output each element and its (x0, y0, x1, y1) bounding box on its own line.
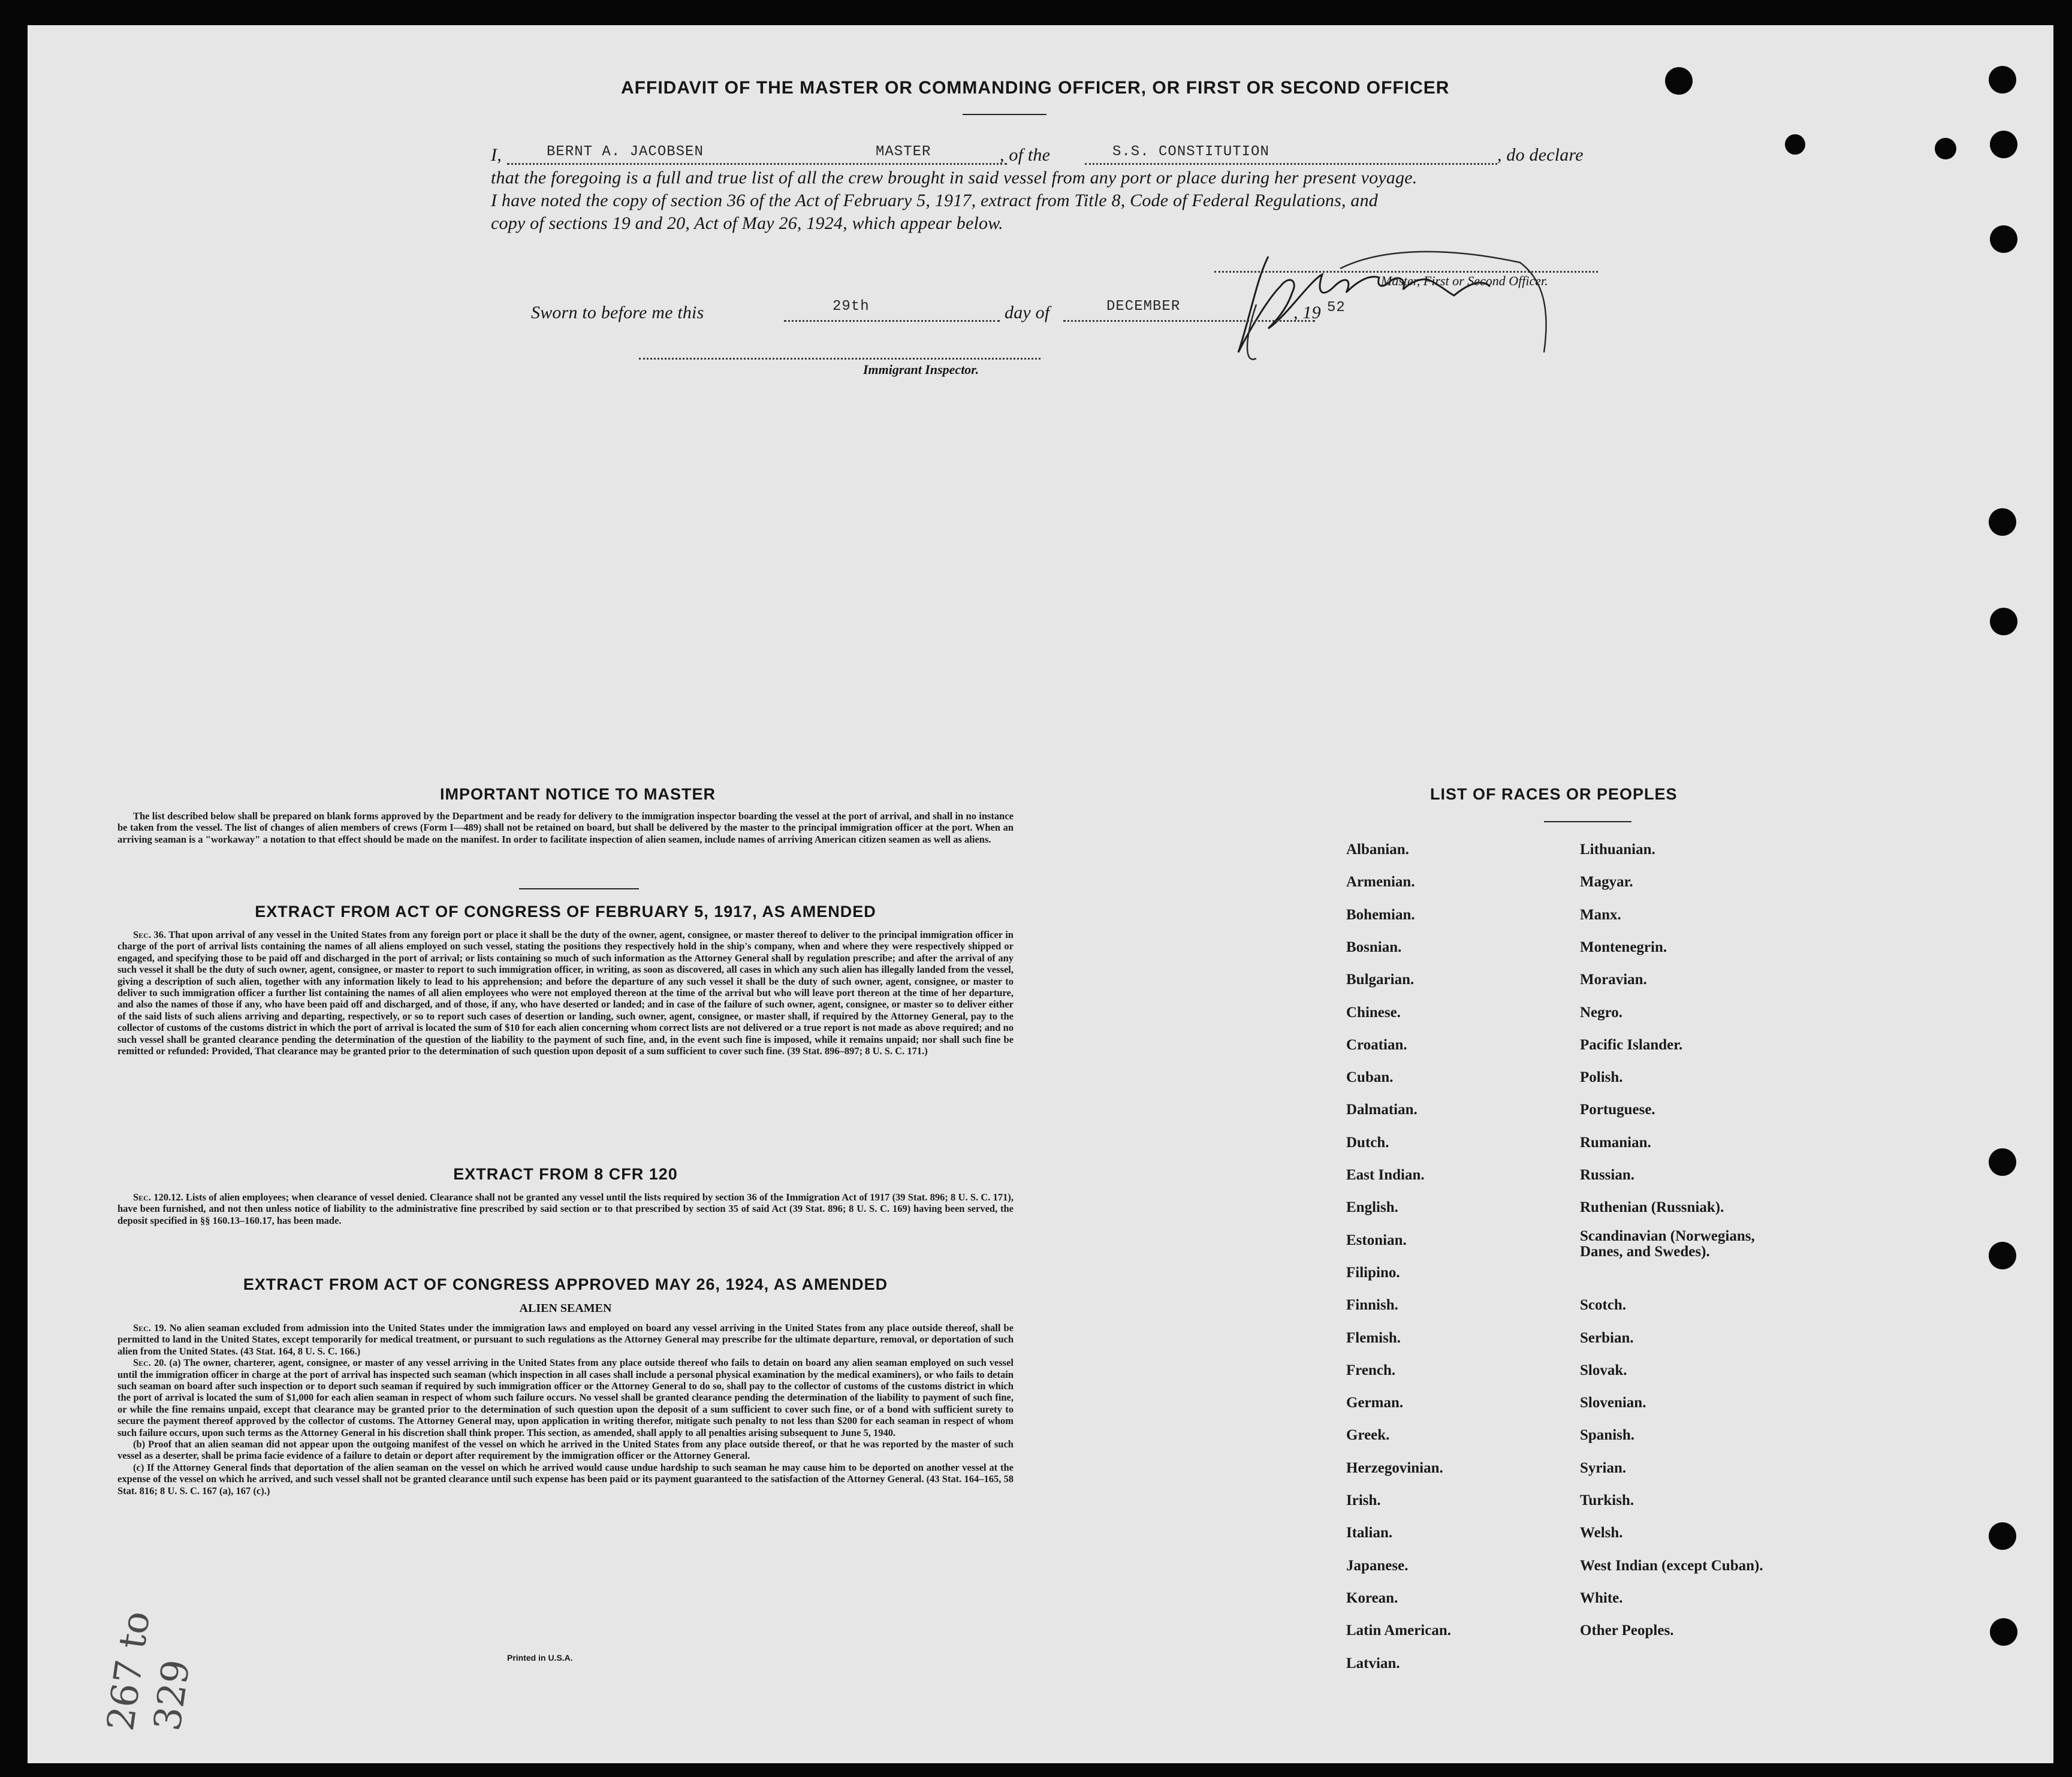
inspector-signature-line (639, 352, 1040, 360)
race-item: English. (1346, 1199, 1398, 1215)
sec20a-paragraph (117, 1357, 1014, 1438)
cfr-paragraph (117, 1191, 1014, 1226)
race-item: Moravian. (1580, 972, 1647, 988)
race-item: Latvian. (1346, 1655, 1400, 1672)
notice-body (117, 810, 1014, 845)
race-item: Negro. (1580, 1004, 1623, 1021)
race-item: Pacific Islander. (1580, 1037, 1683, 1053)
race-item: Estonian. (1346, 1232, 1407, 1248)
affidavit-line-2: that the foregoing is a full and true list of all the crew brought in said vessel from any port or place during her present voyage. (491, 168, 1417, 188)
year-prefix: , 19 (1293, 303, 1321, 322)
race-item: East Indian. (1346, 1167, 1425, 1183)
punch-hole (1990, 225, 2017, 253)
punch-hole (1990, 608, 2017, 635)
cfr-sec-label: Sec. 120.12. (133, 1191, 183, 1203)
race-item: Russian. (1580, 1167, 1635, 1183)
sec20a-text: (a) The owner, charterer, agent, consignee, or master of any vessel arriving in the United States from any place outside thereof who fails to detain on board any alien seaman employed on such vessel until the immigration officer in charge at the port of arrival has inspected such seaman (which inspection in all cases shall include a personal physical examination by the medical examiners), or who fails to detain such seaman on board after such inspection or to deport such seaman if required by such immigration officer or the Attorney General to do so, shall pay to the collector of customs of the customs district in which the port of arrival is located the sum of $1,000 for each alien seaman in respect of whom such failure occurs. No vessel shall be granted clearance pending the determination of the liability to payment of such fine, or while the fine remains unpaid, except that clearance may be granted prior to the determination of such question upon the deposit of a sum sufficient to cover such fine, or of a bond with sufficient surety to secure the payment thereof approved by the collector of customs. The Attorney General may, upon application in writing therefor, mitigate such penalty to not less than $200 for each seaman in respect of whom such failure occurs, upon such terms as the Attorney General in his discretion shall think proper. This section, as amended, shall apply to all penalties arising subsequent to June 5, 1940. (117, 1357, 1014, 1438)
race-item: Bosnian. (1346, 939, 1402, 955)
race-item: Italian. (1346, 1525, 1393, 1541)
punch-hole (1990, 131, 2017, 158)
of-the-label: , of the (1000, 145, 1051, 165)
punch-hole (1785, 134, 1805, 155)
extract-1924-body (117, 1322, 1014, 1497)
master-rank: MASTER (876, 144, 931, 160)
section-rule (519, 888, 639, 889)
sec36-paragraph (117, 929, 1014, 1057)
extract-1917-body (117, 929, 1014, 1057)
race-item: Spanish. (1580, 1427, 1635, 1443)
printed-in-usa: Printed in U.S.A. (507, 1653, 573, 1663)
notice-heading: IMPORTANT NOTICE TO MASTER (440, 785, 716, 803)
punch-hole (1989, 66, 2016, 93)
punch-hole (1935, 138, 1956, 159)
sec19-label: Sec. 19. (133, 1322, 167, 1333)
day-of-label: day of (1005, 303, 1050, 322)
alien-seamen-subheading: ALIEN SEAMEN (519, 1302, 612, 1315)
pencil-note-line-1: 267 to (98, 1608, 159, 1734)
race-item: Serbian. (1580, 1330, 1634, 1346)
extract-cfr-heading: EXTRACT FROM 8 CFR 120 (453, 1165, 678, 1183)
race-item: Flemish. (1346, 1330, 1401, 1346)
extract-cfr-body (117, 1191, 1014, 1226)
cfr-text: Lists of alien employees; when clearance of vessel denied. Clearance shall not be granted any vessel until the lists required by section 36 of the Immigration Act of 1917 (39 Stat. 896; 8 U. S. C. 171), have been furnished, and not then unless notice of liability to the administrative fine prescribed by said section or to that prescribed by section 35 of said Act (39 Stat. 896; 8 U. S. C. 169) having been served, the deposit specified in §§ 160.13–160.17, has been made. (117, 1191, 1014, 1226)
race-item: Scotch. (1580, 1297, 1627, 1313)
sworn-day: 29th (833, 298, 870, 315)
race-item: Herzegovinian. (1346, 1460, 1443, 1476)
race-item: Finnish. (1346, 1297, 1398, 1313)
sec20b-text: (b) Proof that an alien seaman did not appear upon the outgoing manifest of the vessel on which he arrived in the United States from any place outside thereof, or that he was reported by the master of such vessel as a deserter, shall be prima facie evidence of a failure to detain or deport after requirement by the immigration officer or the Attorney General. (117, 1438, 1014, 1462)
punch-hole (1990, 1618, 2017, 1646)
race-item: Croatian. (1346, 1037, 1407, 1053)
race-item: Irish. (1346, 1492, 1381, 1509)
race-item: Magyar. (1580, 874, 1633, 890)
affidavit-heading: AFFIDAVIT OF THE MASTER OR COMMANDING OFFICER, OR FIRST OR SECOND OFFICER (621, 78, 1450, 98)
race-item: Cuban. (1346, 1069, 1394, 1085)
race-item: Bulgarian. (1346, 972, 1414, 988)
affidavit-line-3: I have noted the copy of section 36 of the Act of February 5, 1917, extract from Title 8, Code of Federal Regulations, and (491, 191, 1378, 210)
punch-hole (1989, 508, 2016, 536)
race-item: Scandinavian (Norwegians, Danes, and Swedes). (1580, 1228, 1755, 1260)
race-item: Lithuanian. (1580, 841, 1655, 858)
race-item: Rumanian. (1580, 1135, 1651, 1151)
sworn-prefix: Sworn to before me this (531, 303, 704, 322)
day-field-line (784, 300, 1000, 322)
sec19-text: No alien seaman excluded from admission into the United States under the immigration laws and employed on board any vessel arriving in the United States from any place outside thereof, shall be permitted to land in the United States, except temporarily for medical treatment, or pursuant to such regulations as the Attorney General may prescribe for the ultimate departure, removal, or deportation of such alien from the United States. (43 Stat. 164, 8 U. S. C. 166.) (117, 1322, 1014, 1357)
declare-label: , do declare (1497, 145, 1584, 165)
race-item: White. (1580, 1590, 1623, 1606)
heading-rule (963, 114, 1046, 115)
race-item: Albanian. (1346, 841, 1409, 858)
sec36-text: That upon arrival of any vessel in the United States from any foreign port or place it shall be the duty of the owner, agent, consignee, or master thereof to deliver to the principal immigration officer in charge of the port of arrival lists containing the names of all aliens employed on such vessel, stating the positions they respectively hold in the ship's company, when and where they were respectively shipped or engaged, and specifying those to be paid off and discharged in the port of arrival; or lists containing so much of such information as the Attorney General shall by regulation prescribe; and after the arrival of any such vessel it shall be the duty of such owner, agent, consignee, or master to report to such immigration officer, in writing, as soon as discovered, all cases in which any such alien has illegally landed from the vessel, giving a description of such alien, together with any information likely to lead to his apprehension; and before the departure of any such vessel it shall be the duty of such owner, agent, consignee, or master to deliver to such immigration officer a further list containing the names of all alien employees who were not employed thereon at the time of the arrival but who will leave port thereon at the time of her departure, and also the names of those if any, who have been paid off and discharged, and of those, if any, who have deserted or landed; and in case of the failure of such owner, agent, consignee, or master so to deliver either of the said lists of such aliens arriving and departing, respectively, or so to report such cases of desertion or landing, such owner, agent, consignee, or master shall, if required by the Attorney General, pay to the collector of customs of the customs district in which the port of arrival is located the sum of $10 for each alien concerning whom correct lists are not delivered or a true report is not made as above required; and no such vessel shall be granted clearance pending the determination of the question of the liability to the payment of such fine, and, in the event such fine is imposed, while it remains unpaid; nor shall such fine be remitted or refunded: Provided, That clearance may be granted prior to the determination of such question upon deposit of a sum sufficient to cover such fine. (39 Stat. 896–897; 8 U. S. C. 171.) (117, 929, 1014, 1057)
month-field-line (1063, 300, 1315, 322)
vessel-name: S.S. CONSTITUTION (1112, 144, 1269, 160)
pencil-note-line-2: 329 (145, 1657, 198, 1734)
sec36-label: Sec. 36. (133, 929, 167, 940)
race-item: Manx. (1580, 907, 1621, 923)
punch-hole (1989, 1522, 2016, 1550)
sworn-year: 52 (1327, 300, 1346, 316)
race-item: Dutch. (1346, 1135, 1389, 1151)
race-item: Slovenian. (1580, 1395, 1646, 1411)
punch-hole (1989, 1242, 2016, 1269)
punch-hole (1665, 67, 1693, 95)
sworn-month: DECEMBER (1106, 298, 1181, 315)
race-item: Bohemian. (1346, 907, 1415, 923)
signature-role: Master, First or Second Officer. (1381, 273, 1548, 288)
sec19-paragraph (117, 1322, 1014, 1357)
extract-1924-heading: EXTRACT FROM ACT OF CONGRESS APPROVED MAY 26, 1924, AS AMENDED (243, 1275, 888, 1293)
race-item: Polish. (1580, 1069, 1623, 1085)
race-item: Armenian. (1346, 874, 1415, 890)
races-heading: LIST OF RACES OR PEOPLES (1430, 785, 1678, 803)
race-item: Dalmatian. (1346, 1102, 1417, 1118)
race-item: Filipino. (1346, 1265, 1400, 1281)
sec20-label: Sec. 20. (133, 1357, 167, 1369)
race-item: French. (1346, 1362, 1396, 1378)
notice-paragraph: The list described below shall be prepared on blank forms approved by the Department and be ready for delivery to the immigration inspector boarding the vessel at the port of arrival, and shall in no instance be taken from the vessel. The list of changes of alien members of crews (Form I—489) shall not be retained on board, but shall be delivered by the master to the principal immigration officer at the port. When an arriving seaman is a "workaway" a notation to that effect should be made on the manifest. In order to facilitate inspection of alien seamen, include names of arriving American citizen seamen as well as aliens. (117, 810, 1014, 845)
race-item: Japanese. (1346, 1558, 1409, 1574)
race-item: Ruthenian (Russniak). (1580, 1199, 1724, 1215)
race-item: Turkish. (1580, 1492, 1634, 1509)
race-item: Latin American. (1346, 1622, 1451, 1639)
race-item: Chinese. (1346, 1004, 1401, 1021)
races-rule (1544, 821, 1631, 822)
race-item: Portuguese. (1580, 1102, 1655, 1118)
race-item: Montenegrin. (1580, 939, 1667, 955)
race-item: Syrian. (1580, 1460, 1627, 1476)
race-item: Slovak. (1580, 1362, 1627, 1378)
extract-1917-heading: EXTRACT FROM ACT OF CONGRESS OF FEBRUARY 5, 1917, AS AMENDED (255, 903, 876, 921)
punch-hole (1989, 1148, 2016, 1176)
race-item: Korean. (1346, 1590, 1398, 1606)
inspector-label: Immigrant Inspector. (863, 362, 979, 377)
race-item: Greek. (1346, 1427, 1390, 1443)
race-item: Other Peoples. (1580, 1622, 1674, 1639)
sec20c-text: (c) If the Attorney General finds that deportation of the alien seaman on the vessel on which he arrived would cause undue hardship to such seaman he may cause him to be deported on another vessel at the expense of the vessel on which he arrived, and such vessel shall not be granted clearance until such expense has been paid or its payment guaranteed to the satisfaction of the Attorney General. (43 Stat. 164–165, 58 Stat. 816; 8 U. S. C. 167 (a), 167 (c).) (117, 1461, 1014, 1497)
document-page (28, 25, 2053, 1763)
race-item: West Indian (except Cuban). (1580, 1558, 1763, 1574)
race-item: German. (1346, 1395, 1404, 1411)
race-item: Welsh. (1580, 1525, 1623, 1541)
affidavit-line-4: copy of sections 19 and 20, Act of May 26, 1924, which appear below. (491, 213, 1003, 233)
affidavit-prefix: I, (491, 145, 502, 165)
master-name: BERNT A. JACOBSEN (547, 144, 704, 160)
